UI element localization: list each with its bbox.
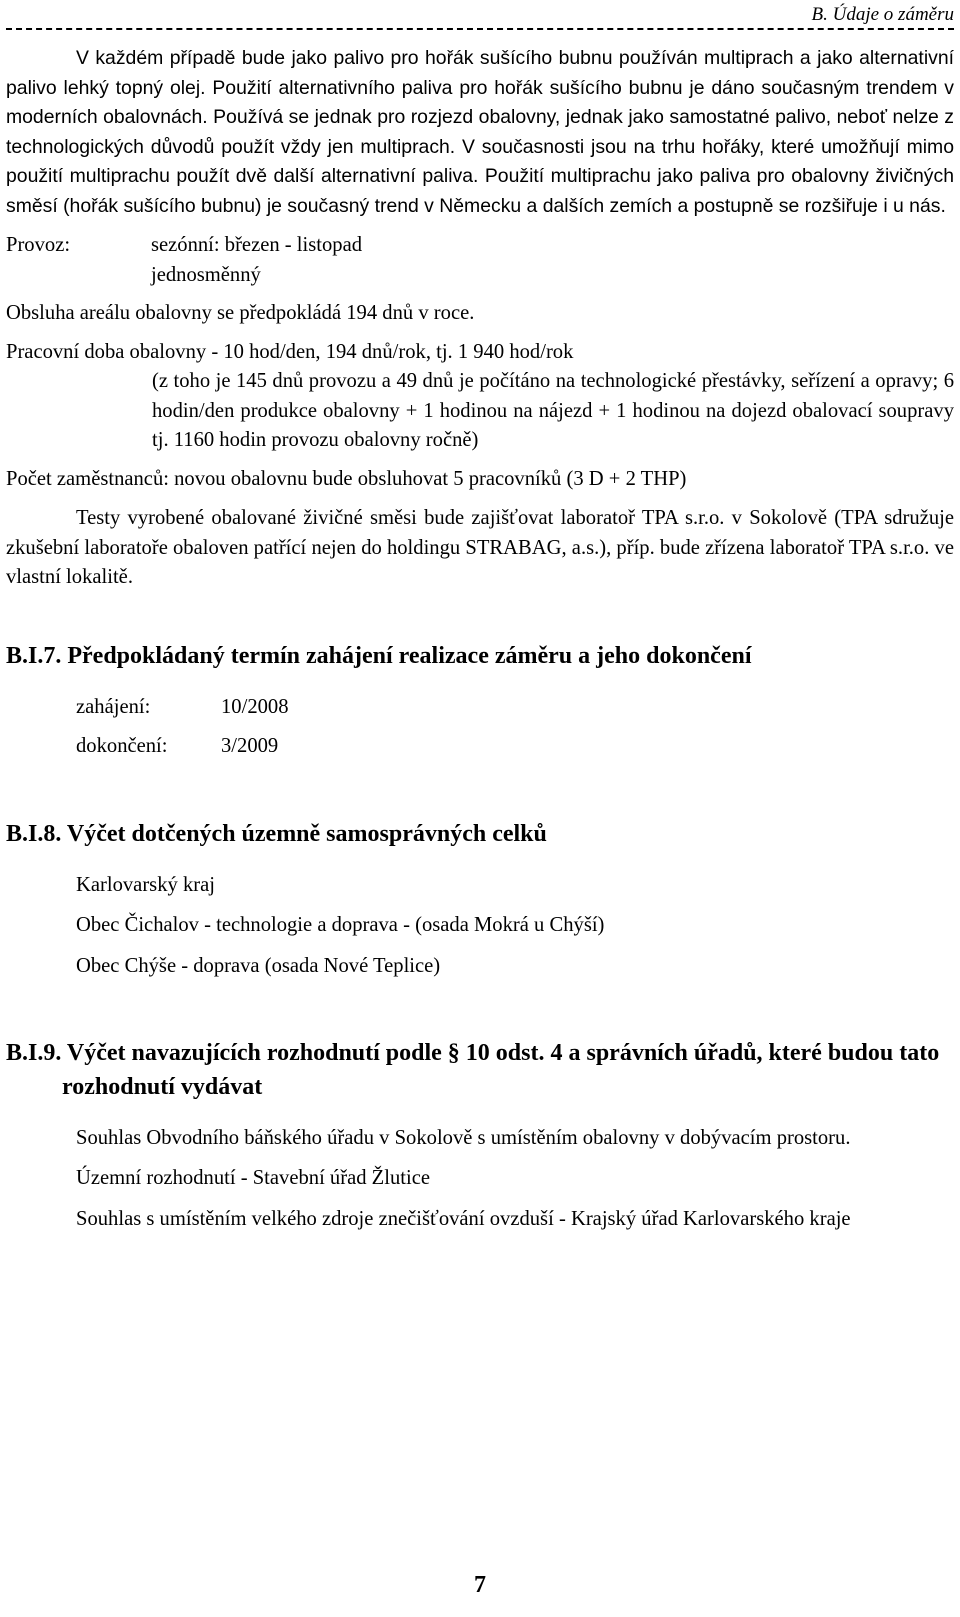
page-header — [6, 4, 954, 30]
pracovni-doba-detail: (z toho je 145 dnů provozu a 49 dnů je počítáno na technologické přestávky, seřízení a opravy; 6 hodin/den produkce obalovny + 1 hodinou na nájezd + 1 hodinou na dojezd obalovací soupravy tj. 1160 hodin provozu obalovny ročně) — [152, 370, 954, 451]
end-date-value: 3/2009 — [221, 735, 279, 757]
page-number: 7 — [474, 1572, 486, 1598]
section-8-heading: B.I.8. Výčet dotčených územně samosprávných celků — [6, 820, 547, 847]
zamestnanci-line: Počet zaměstnanců: novou obalovnu bude obsluhovat 5 pracovníků (3 D + 2 THP) — [6, 467, 687, 490]
provoz-values — [151, 231, 362, 290]
document-body — [6, 44, 954, 1234]
pracovni-doba-line: Pracovní doba obalovny - 10 hod/den, 194 dnů/rok, tj. 1 940 hod/rok — [6, 340, 574, 363]
end-date-label: dokončení: — [76, 735, 168, 757]
list-item: Územní rozhodnutí - Stavební úřad Žlutice — [76, 1167, 430, 1190]
section-7-heading: B.I.7. Předpokládaný termín zahájení realizace záměru a jeho dokončení — [6, 642, 752, 669]
end-date-row — [6, 732, 954, 762]
start-date-row — [6, 693, 954, 723]
section-9-list — [6, 1124, 954, 1235]
list-item: Souhlas Obvodního báňského úřadu v Sokolově s umístěním obalovny v dobývacím prostoru. — [76, 1126, 851, 1149]
obsluha-line: Obsluha areálu obalovny se předpokládá 194 dnů v roce. — [6, 302, 475, 324]
section-8-list — [6, 871, 954, 982]
provoz-block — [6, 231, 954, 290]
intro-paragraph: V každém případě bude jako palivo pro hořák sušícího bubnu používán multiprach a jako alternativní palivo lehký topný olej. Použití alternativního paliva pro hořák sušícího bubnu je dáno současným trendem v moderních obalovnách. Používá se jednak pro rozjezd obalovny, jednak jako samostatné palivo, neboť nelze z technologických důvodů použít vždy jen multiprach. V současnosti jsou na trhu hořáky, které umožňují mimo použití multiprachu použít dvě další alternativní paliva. Použití multiprachu jako paliva pro obalovny živičných směsí (hořák sušícího bubnu) je současný trend v Německu a dalších zemích a postupně se rozšiřuje i u nás. — [6, 47, 954, 217]
list-item: Karlovarský kraj — [76, 873, 215, 896]
list-item: Obec Čichalov - technologie a doprava - (osada Mokrá u Chýší) — [76, 914, 605, 936]
section-9-heading: B.I.9. Výčet navazujících rozhodnutí podle § 10 odst. 4 a správních úřadů, které budou tato rozhodnutí vydávat — [6, 1040, 940, 1100]
list-item: Souhlas s umístěním velkého zdroje znečišťování ovzduší - Krajský úřad Karlovarského kraje — [76, 1207, 851, 1230]
provoz-season: sezónní: březen - listopad — [151, 234, 363, 256]
provoz-shift: jednosměnný — [151, 263, 261, 286]
testy-paragraph: Testy vyrobené obalované živičné směsi bude zajišťovat laboratoř TPA s.r.o. v Sokolově (TPA sdružuje zkušební laboratoře obaloven patřící nejen do holdingu STRABAG, a.s.), příp. bude zřízena laboratoř TPA s.r.o. ve vlastní lokalitě. — [6, 507, 954, 588]
list-item: Obec Chýše - doprava (osada Nové Teplice) — [76, 954, 441, 977]
provoz-label: Provoz: — [6, 234, 71, 256]
header-title: B. Údaje o záměru — [811, 4, 954, 25]
start-date-value: 10/2008 — [221, 695, 289, 718]
start-date-label: zahájení: — [76, 695, 151, 718]
